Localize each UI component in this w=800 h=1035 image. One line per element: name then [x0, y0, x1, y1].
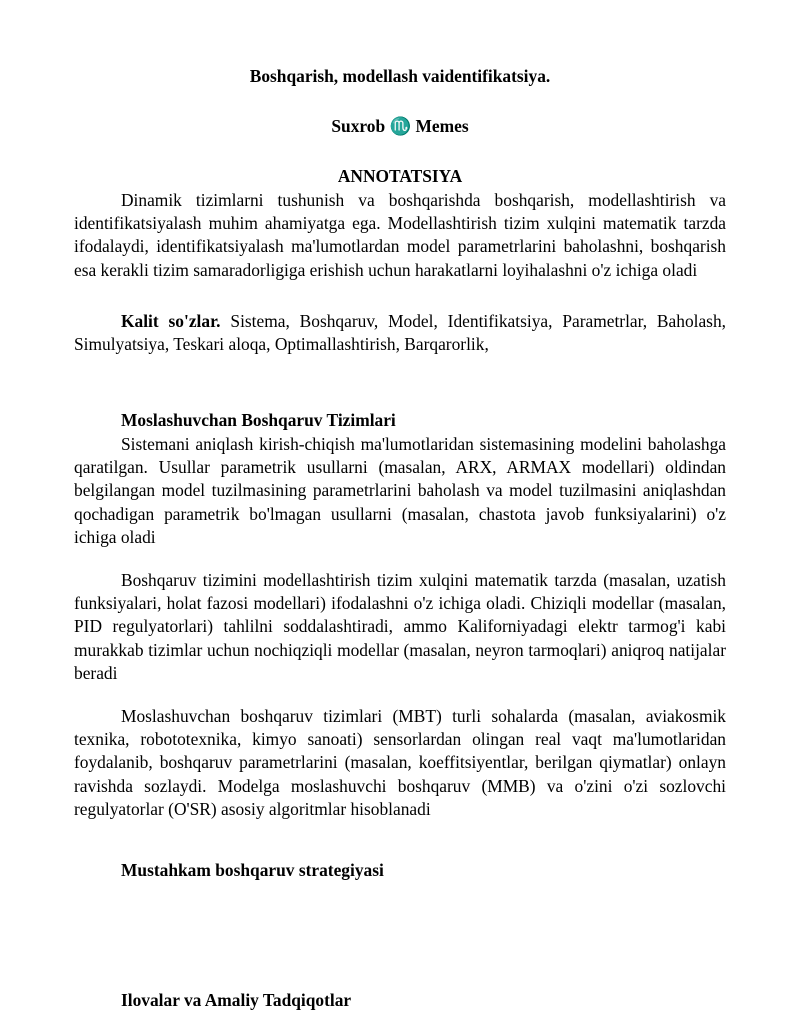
- keywords-paragraph: [74, 310, 726, 356]
- section-heading-robust-control: Mustahkam boshqaruv strategiyasi: [121, 860, 384, 880]
- document-author: Suxrob ♏ Memes: [331, 116, 469, 136]
- section-heading-adaptive-control: Moslashuvchan Boshqaruv Tizimlari: [121, 410, 396, 430]
- annotation-paragraph: [74, 189, 726, 282]
- section1-paragraph-2: [74, 569, 726, 685]
- section1-paragraph-3: [74, 705, 726, 821]
- annotation-heading: ANNOTATSIYA: [337, 166, 463, 186]
- section1-paragraph-3-text: Moslashuvchan boshqaruv tizimlari (MBT) turli sohalarda (masalan, aviakosmik texnika, robototexnika, kimyo sanoati) sensorlardan olingan real vaqt ma'lumotlaridan foydalanib, boshqaruv parametrlarini (masalan, koeffitsiyentlar, berilgan qiymatlar) onlayn ravishda sozlaydi. Modelga moslashuvchi boshqaruv (MMB) va o'zini o'zi sozlovchi regulyatorlar (O'SR) asosiy algoritmlar hisoblanadi: [74, 706, 726, 819]
- section1-paragraph-2-text: Boshqaruv tizimini modellashtirish tizim xulqini matematik tarzda (masalan, uzatish funksiyalari, holat fazosi modellari) ifodalashni o'z ichiga oladi. Chiziqli modellar (masalan, PID regulyatorlari) tahlilni soddalashtiradi, ammo Kaliforniyadagi elektr tarmog'i kabi murakkab tizimlar uchun nochiqziqli modellar (masalan, neyron tarmoqlari) aniqroq natijalar beradi: [74, 570, 726, 683]
- keywords-text: Sistema, Boshqaruv, Model, Identifikatsiya, Parametrlar, Baholash, Simulyatsiya, Teskari aloqa, Optimallashtirish, Barqarorlik,: [74, 311, 726, 355]
- section-heading-applications: Ilovalar va Amaliy Tadqiqotlar: [121, 990, 352, 1010]
- document-title: Boshqarish, modellash vaidentifikatsiya.: [249, 66, 551, 86]
- annotation-text: Dinamik tizimlarni tushunish va boshqarishda boshqarish, modellashtirish va identifikatsiyalash muhim ahamiyatga ega. Modellashtirish tizim xulqini matematik tarzda ifodalaydi, identifikatsiyalash ma'lumotlardan model parametrlarini baholashni, boshqarish esa kerakli tizim samaradorligiga erishish uchun harakatlarni loyihalashni o'z ichiga oladi: [74, 190, 726, 280]
- keywords-label: Kalit so'zlar.: [121, 311, 221, 331]
- section1-paragraph-1-text: Sistemani aniqlash kirish-chiqish ma'lumotlaridan sistemasining modelini baholashga qaratilgan. Usullar parametrik usullarni (masalan, ARX, ARMAX modellari) oldindan belgilangan model tuzilmasining parametrlarini baholash va model tuzilmasini aniqlashdan qochadigan parametrik bo'lmagan usullarni (masalan, chastota javob funksiyalarini) o'z ichiga oladi: [74, 434, 726, 547]
- section1-paragraph-1: [74, 433, 726, 549]
